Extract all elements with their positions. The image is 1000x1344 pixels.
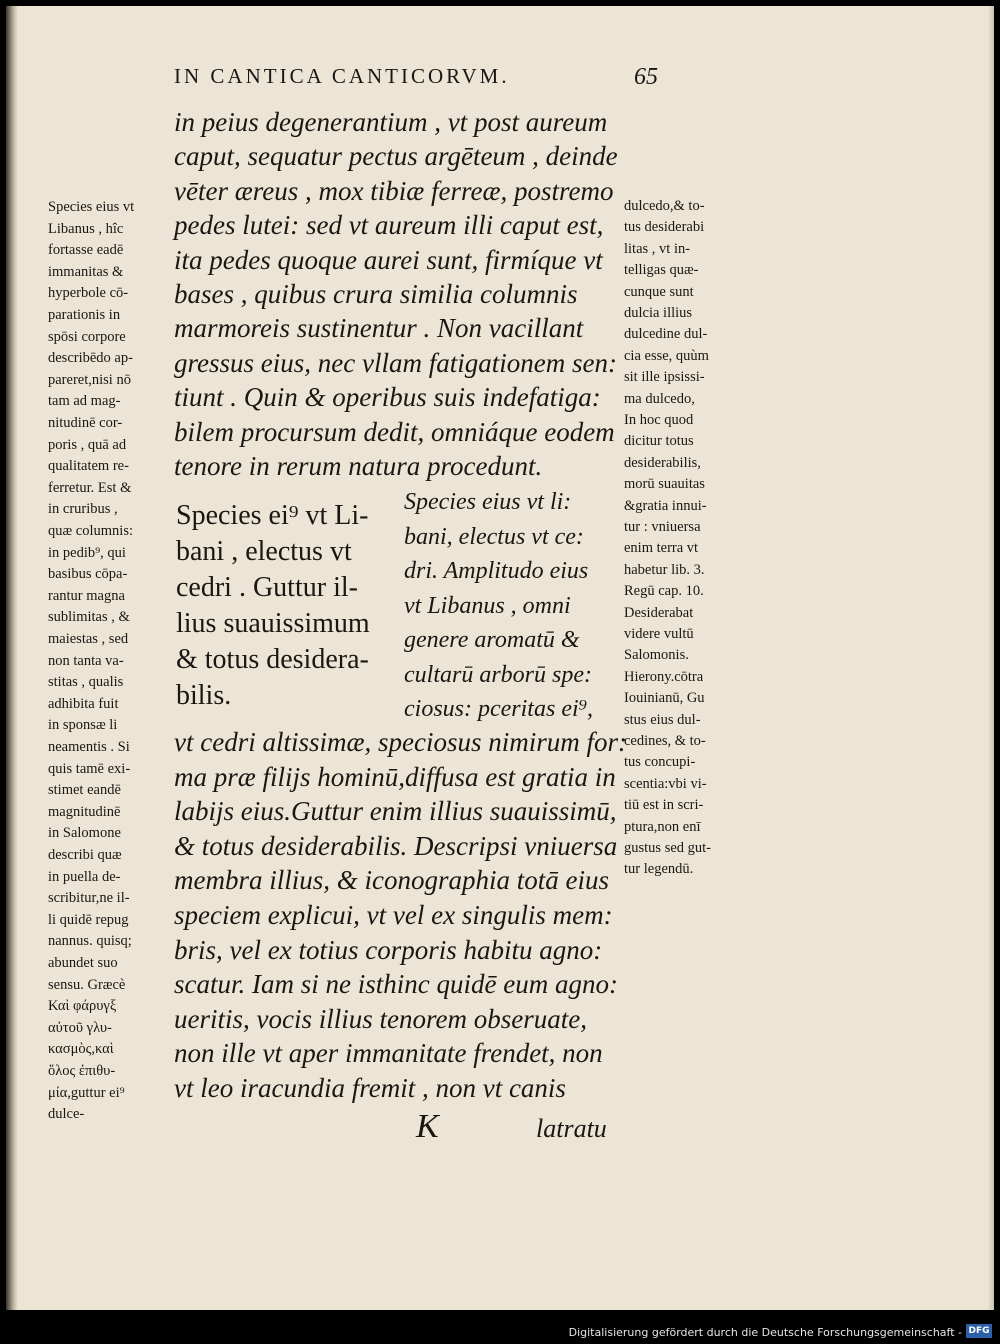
margin-note-line: li quidē repug xyxy=(48,911,129,928)
margin-note-line: ferretur. Est & xyxy=(48,479,132,496)
margin-note-line: neamentis . Si xyxy=(48,739,130,755)
margin-note-line: poris , quā ad xyxy=(48,436,127,453)
margin-note-line: Hierony.cōtra xyxy=(624,668,704,685)
margin-note-line: sit ille ipsissi- xyxy=(624,369,705,386)
margin-note-line: stus eius dul- xyxy=(624,711,701,728)
text-line: tiunt . Quin & operibus suis indefatiga: xyxy=(174,382,601,413)
margin-note-line: Regū cap. 10. xyxy=(624,583,704,600)
margin-note-line: immanitas & xyxy=(48,263,124,280)
margin-note-line: hyperbole cō- xyxy=(48,285,129,302)
margin-note-line: Iouinianū, Gu xyxy=(624,690,705,707)
text-line: vt leo iracundia fremit , non vt canis xyxy=(174,1073,566,1103)
margin-note-line: habetur lib. 3. xyxy=(624,561,705,578)
verse-line: lius suauissimum xyxy=(176,608,370,639)
margin-note-line: abundet suo xyxy=(48,955,118,971)
commentary-line: vt Libanus , omni xyxy=(404,592,571,619)
commentary-line: cultarū arborū spe: xyxy=(404,661,592,688)
margin-note-line: Libanus , hîc xyxy=(48,220,124,237)
text-line: scatur. Iam si ne isthinc quidē eum agno: xyxy=(174,969,618,1000)
margin-note-line: quis tamē exi- xyxy=(48,760,131,777)
margin-note-line: in puella de- xyxy=(48,868,121,885)
margin-note-line: magnitudinē xyxy=(48,803,121,820)
verse-line: cedri . Guttur il- xyxy=(176,572,358,603)
margin-note-line: describi quæ xyxy=(48,847,122,863)
commentary-line: genere aromatū & xyxy=(404,627,580,653)
margin-note-line: dulcia illius xyxy=(624,305,693,321)
margin-note-line: tiū est in scri- xyxy=(624,797,704,814)
text-line: bilem procursum dedit, omniáque eodem xyxy=(174,416,615,447)
text-line: marmoreis sustinentur . Non vacillant xyxy=(174,313,584,344)
text-line: bases , quibus crura similia columnis xyxy=(174,279,578,309)
verse-line: & totus desidera- xyxy=(176,644,369,675)
margin-note-line: ptura,non enī xyxy=(624,818,701,835)
margin-note-line: ὅλος ἐπιθυ- xyxy=(48,1063,116,1079)
commentary-line: dri. Amplitudo eius xyxy=(404,558,589,584)
margin-note-line: qualitatem re- xyxy=(48,458,129,475)
margin-note-line: tam ad mag- xyxy=(48,393,121,410)
margin-note-line: in sponsæ li xyxy=(48,717,118,734)
text-line: ueritis, vocis illius tenorem obseruate, xyxy=(174,1003,587,1034)
margin-note-line: in Salomone xyxy=(48,825,121,842)
margin-note-line: &gratia innui- xyxy=(624,497,707,514)
text-line: caput, sequatur pectus argēteum , deinde xyxy=(174,141,618,172)
margin-note-line: dulcedo,& to- xyxy=(624,198,705,214)
text-line: vēter æreus , mox tibiæ ferreæ, postremo xyxy=(174,175,614,206)
margin-note-line: Desiderabat xyxy=(624,604,694,621)
margin-note-line: non tanta va- xyxy=(48,652,124,669)
margin-note-line: tus concupi- xyxy=(624,754,696,771)
margin-note-line: sensu. Græcè xyxy=(48,976,126,993)
margin-note-line: Salomonis. xyxy=(624,647,689,664)
text-line: ma præ filijs hominū,diffusa est gratia in xyxy=(174,761,616,792)
margin-note-line: Καὶ φάρυγξ xyxy=(48,998,117,1015)
margin-note-line: in pedib⁹, qui xyxy=(48,544,126,561)
margin-note-line: sublimitas , & xyxy=(48,609,130,626)
text-line: in peius degenerantium , vt post aureum xyxy=(174,107,608,137)
margin-note-line: videre vultū xyxy=(624,626,694,642)
margin-note-line: scentia:vbi vi- xyxy=(624,775,707,792)
running-title: IN CANTICA CANTICORVM. xyxy=(174,64,510,88)
margin-note-line: telligas quæ- xyxy=(624,262,699,279)
dfg-logo: DFG xyxy=(966,1324,992,1338)
margin-note-line: parationis in xyxy=(48,307,121,323)
book-spine-shadow xyxy=(6,6,18,1310)
text-line: vt cedri altissimæ, speciosus nimirum for: xyxy=(174,727,627,757)
margin-note-line: Species eius vt xyxy=(48,199,135,215)
margin-note-line: basibus cōpa- xyxy=(48,566,128,583)
margin-note-line: gustus sed gut- xyxy=(624,840,711,856)
margin-note-line: dulce- xyxy=(48,1106,85,1123)
text-line: pedes lutei: sed vt aureum illi caput est, xyxy=(174,210,604,241)
catchword: latratu xyxy=(536,1114,607,1143)
book-page xyxy=(6,6,994,1310)
margin-note-line: maiestas , sed xyxy=(48,631,129,647)
margin-note-line: describēdo ap- xyxy=(48,350,133,367)
margin-note-line: dicitur totus xyxy=(624,433,694,450)
margin-note-line: quæ columnis: xyxy=(48,523,133,539)
margin-note-line: enim terra vt xyxy=(624,540,699,557)
text-line: bris, vel ex totius corporis habitu agno: xyxy=(174,934,603,965)
margin-note-line: fortasse eadē xyxy=(48,242,124,259)
margin-note-line: tur : vniuersa xyxy=(624,519,701,535)
margin-note-line: desiderabilis, xyxy=(624,454,701,471)
margin-note-line: stitas , qualis xyxy=(48,674,124,691)
page-edge xyxy=(988,6,994,1310)
text-line: gressus eius, nec vllam fatigationem sen: xyxy=(174,347,617,378)
text-line: speciem explicui, vt vel ex singulis mem: xyxy=(174,900,613,930)
margin-note-line: scribitur,ne il- xyxy=(48,890,130,907)
margin-note-line: rantur magna xyxy=(48,587,125,604)
margin-note-line: adhibita fuit xyxy=(48,695,119,712)
margin-note-line: ma dulcedo, xyxy=(624,390,695,407)
verse-line: bilis. xyxy=(176,680,232,711)
margin-note-line: cunque sunt xyxy=(624,283,694,300)
margin-note-line: litas , vt in- xyxy=(624,240,691,257)
signature-mark: K xyxy=(416,1108,439,1145)
page-number: 65 xyxy=(634,64,658,90)
margin-note-line: cedines, & to- xyxy=(624,733,706,749)
text-line: labijs eius.Guttur enim illius suauissimū, xyxy=(174,796,617,827)
text-line: tenore in rerum natura procedunt. xyxy=(174,451,543,481)
margin-note-line: μία,guttur ei⁹ xyxy=(48,1084,125,1101)
verse-line: Species ei⁹ vt Li- xyxy=(176,500,369,531)
margin-note-line: nitudinē cor- xyxy=(48,415,123,431)
text-line: membra illius, & iconographia totā eius xyxy=(174,865,609,896)
text-line: & totus desiderabilis. Descripsi vniuersa xyxy=(174,830,618,861)
margin-note-line: κασμὸς,καὶ xyxy=(48,1041,114,1058)
margin-note-line: dulcedine dul- xyxy=(624,326,708,343)
funding-credit: Digitalisierung gefördert durch die Deutsche Forschungsgemeinschaft - xyxy=(568,1326,962,1339)
margin-note-line: tur legendū. xyxy=(624,861,694,878)
margin-note-line: cia esse, quùm xyxy=(624,347,709,364)
text-line: non ille vt aper immanitate frendet, non xyxy=(174,1038,603,1069)
margin-note-line: αὐτοῦ γλυ- xyxy=(48,1019,112,1036)
margin-note-line: in cruribus , xyxy=(48,501,118,518)
commentary-line: Species eius vt li: xyxy=(404,489,572,515)
margin-note-line: nannus. quisq; xyxy=(48,933,132,950)
margin-note-line: spōsi corpore xyxy=(48,328,126,345)
margin-note-line: tus desiderabi xyxy=(624,219,705,236)
margin-note-line: In hoc quod xyxy=(624,412,694,428)
margin-note-line: morū suauitas xyxy=(624,476,705,493)
margin-note-line: stimet eandē xyxy=(48,782,121,799)
commentary-line: ciosus: pceritas ei⁹, xyxy=(404,696,593,722)
text-line: ita pedes quoque aurei sunt, firmíque vt xyxy=(174,244,603,275)
commentary-line: bani, electus vt ce: xyxy=(404,523,584,550)
verse-line: bani , electus vt xyxy=(176,536,352,567)
margin-note-line: pareret,nisi nō xyxy=(48,371,131,388)
